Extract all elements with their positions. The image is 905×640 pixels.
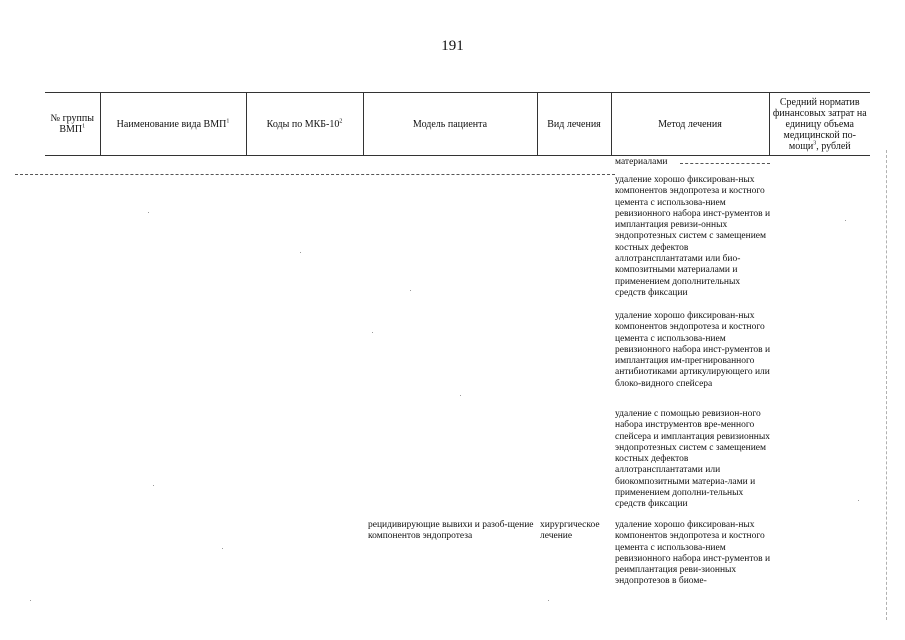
header-cost-standard: Средний норматив финансовых затрат на единицу объема медицинской по-мощи$^3$, рублей — [769, 93, 870, 156]
scan-speck — [372, 332, 373, 333]
header-icd-codes: Коды по МКБ-$10^2$ — [246, 93, 363, 156]
scan-speck — [148, 212, 149, 213]
header-group-number: № группы ВМП$^1$ — [45, 93, 100, 156]
row-divider-tail — [680, 163, 770, 164]
scan-speck — [300, 252, 301, 253]
header-vmp-name: Наименование вида ВМП$^1$ — [100, 93, 246, 156]
scan-speck — [222, 548, 223, 549]
treatment-method-2: удаление хорошо фиксирован-ных компонентов эндопротеза и костного цемента с использова-нием ревизионного набора инст-рументов и имплантация им-прегнированного антибиотиками артикулирующего или блоко-видного спейсера — [615, 311, 771, 389]
header-treatment-method: Метод лечения — [611, 93, 769, 156]
header-treatment-type: Вид лечения — [537, 93, 611, 156]
scan-speck — [153, 485, 154, 486]
page-edge — [886, 150, 887, 620]
scan-speck — [410, 290, 411, 291]
patient-model-2: рецидивирующие вывихи и разоб-щение компонентов эндопротеза — [368, 520, 534, 542]
page-number: 191 — [441, 38, 464, 54]
scan-speck — [460, 395, 461, 396]
scan-speck — [30, 600, 31, 601]
scan-speck — [845, 220, 846, 221]
treatment-method-1: удаление хорошо фиксирован-ных компонентов эндопротеза и костного цемента с использова-нием ревизионного набора инст-рументов и имплантация ревизи-онных эндопротезных систем с замещением костных дефектов аллотрансплантатами или био-композитными материалами и применением дополнительных средств фиксации — [615, 175, 771, 298]
row-divider — [15, 174, 615, 175]
treatment-type-2: хирургическое лечение — [540, 520, 600, 542]
treatment-method-4: удаление хорошо фиксирован-ных компонентов эндопротеза и костного цемента с использова-нием ревизионного набора инст-рументов и реимплантация реви-зионных эндопротезов в биоме- — [615, 520, 771, 587]
table-header — [45, 92, 870, 156]
continuation-text: материалами — [615, 157, 668, 167]
header-patient-model: Модель пациента — [363, 93, 537, 156]
scan-speck — [548, 600, 549, 601]
scan-speck — [858, 500, 859, 501]
treatment-method-3: удаление с помощью ревизион-ного набора инструментов вре-менного спейсера и имплантация ревизионных эндопротезных систем с замещением костных дефектов аллотрансплантатами или биокомпозитными материа-лами и применением дополни-тельных средств фиксации — [615, 409, 770, 510]
